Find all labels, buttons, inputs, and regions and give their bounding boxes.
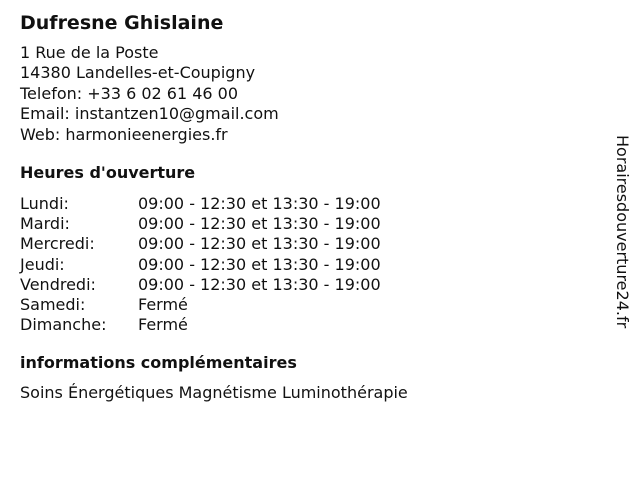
site-watermark: Horairesdouverture24.fr [613,135,632,329]
hours-row-thursday [20,255,381,275]
day-hours: Fermé [138,295,188,315]
address-street: 1 Rue de la Poste [20,43,159,62]
business-name: Dufresne Ghislaine [20,12,224,34]
day-label: Samedi: [20,295,86,315]
day-hours: 09:00 - 12:30 et 13:30 - 19:00 [138,254,381,274]
hours-row-saturday [20,295,381,315]
day-hours: 09:00 - 12:30 et 13:30 - 19:00 [138,214,381,234]
day-label: Jeudi: [20,254,65,274]
additional-info-text: Soins Énergétiques Magnétisme Luminothérapie [20,383,408,402]
day-label: Dimanche: [20,315,107,335]
opening-hours-table [20,194,381,335]
hours-row-wednesday [20,234,381,254]
hours-row-tuesday [20,214,381,234]
hours-row-sunday [20,315,381,335]
opening-hours-heading: Heures d'ouverture [20,163,196,182]
address-city: 14380 Landelles-et-Coupigny [20,63,256,83]
day-label: Mercredi: [20,234,95,254]
phone-number: Telefon: +33 6 02 61 46 00 [20,83,239,103]
contact-block [20,43,279,145]
hours-row-monday [20,194,381,214]
email-address: Email: instantzen10@gmail.com [20,104,279,124]
website: Web: harmonieenergies.fr [20,124,228,144]
day-hours: Fermé [138,315,188,335]
day-hours: 09:00 - 12:30 et 13:30 - 19:00 [138,194,381,213]
additional-info-heading: informations complémentaires [20,353,297,372]
day-label: Vendredi: [20,274,96,294]
day-hours: 09:00 - 12:30 et 13:30 - 19:00 [138,274,381,294]
day-label: Lundi: [20,194,69,213]
day-hours: 09:00 - 12:30 et 13:30 - 19:00 [138,234,381,254]
hours-row-friday [20,275,381,295]
day-label: Mardi: [20,214,70,234]
